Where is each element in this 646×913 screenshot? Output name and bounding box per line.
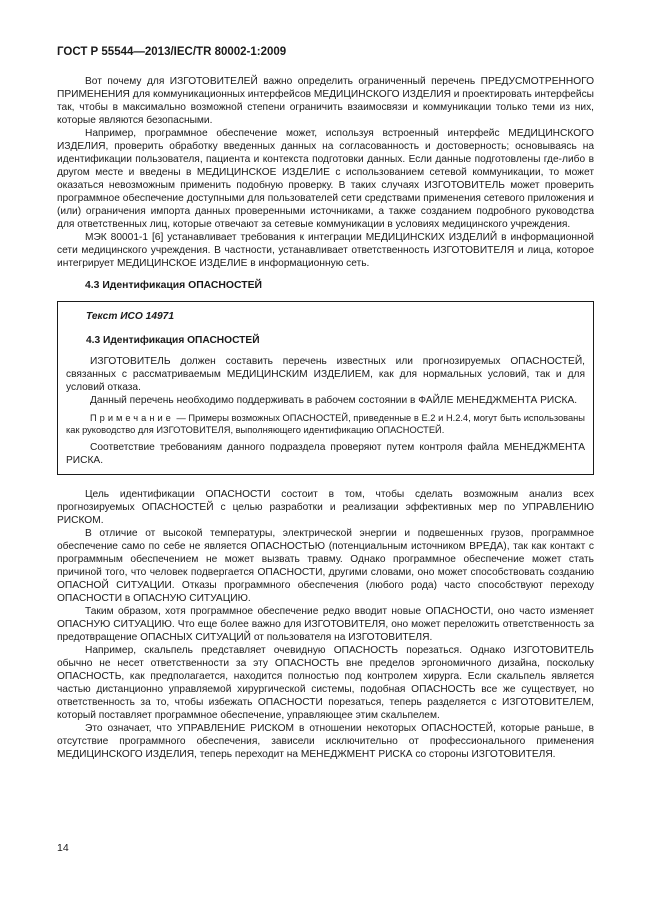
paragraph: В отличие от высокой температуры, электрической энергии и подвешенных грузов, программное обеспечение само по себе не является ОПАСНОСТЬЮ (потенциальным источником ВРЕДА), так как контакт с программным обеспечением не может вызвать травму. Однако программное обеспечение может стать причиной того, что человек подвергается ОПАСНОСТИ, другими словами, оно может способствовать созданию ОПАСНОЙ СИТУАЦИИ. Отказы программного обеспечения (любого рода) часто способствуют переходу ОПАСНОСТИ в ОПАСНУЮ СИТУАЦИЮ. <box>57 528 594 604</box>
note-label: Примечание <box>90 413 174 423</box>
note-text: — Примеры возможных ОПАСНОСТЕЙ, приведенные в Е.2 и Н.2.4, могут быть использованы как руководство для ИЗГОТОВИТЕЛЯ, выполняющего идентификацию ОПАСНОСТЕЙ. <box>66 413 585 435</box>
paragraph: Таким образом, хотя программное обеспечение редко вводит новые ОПАСНОСТИ, оно часто изменяет ОПАСНУЮ СИТУАЦИЮ. Что еще более важно для ИЗГОТОВИТЕЛЯ, оно может переложить ответственность за предотвращение ОПАСНЫХ СИТУАЦИЙ от пользователя на ИЗГОТОВИТЕЛЯ. <box>57 606 594 643</box>
box-paragraph: ИЗГОТОВИТЕЛЬ должен составить перечень известных или прогнозируемых ОПАСНОСТЕЙ, связанных с рассматриваемым МЕДИЦИНСКИМ ИЗДЕЛИЕМ, как для нормальных условий, так и для условий отказа. <box>66 356 585 393</box>
page-content <box>57 75 594 761</box>
paragraph: Например, скальпель представляет очевидную ОПАСНОСТЬ порезаться. Однако ИЗГОТОВИТЕЛЬ обычно не несет ответственности за эту ОПАСНОСТЬ вне пределов эргономичного дизайна, поскольку ОПАСНОСТЬ, как предполагается, находится полностью под контролем хирурга. Если скальпель является частью дистанционно управляемой хирургической системы, подобная ОПАСНОСТЬ все же существует, но ответственность за то, чтобы избежать ОПАСНОСТИ порезаться, теперь разделяется с ИЗГОТОВИТЕЛЕМ, который поставляет программное обеспечение, управляющее этим скальпелем. <box>57 645 594 721</box>
box-title: Текст ИСО 14971 <box>86 311 174 322</box>
box-paragraph: Данный перечень необходимо поддерживать в рабочем состоянии в ФАЙЛЕ МЕНЕДЖМЕНТА РИСКА. <box>90 395 578 406</box>
paragraph: Это означает, что УПРАВЛЕНИЕ РИСКОМ в отношении некоторых ОПАСНОСТЕЙ, которые раньше, в отсутствие программного обеспечения, зависели исключительно от профессионального применения МЕДИЦИНСКОГО ИЗДЕЛИЯ, теперь переходит на МЕНЕДЖМЕНТ РИСКА со стороны ИЗГОТОВИТЕЛЯ. <box>57 723 594 760</box>
quoted-standard-box <box>57 301 594 475</box>
paragraph: МЭК 80001-1 [6] устанавливает требования к интеграции МЕДИЦИНСКИХ ИЗДЕЛИЙ в информационной сети медицинского учреждения. В частности, устанавливает ответственность ИЗГОТОВИТЕЛЯ и лица, которое интегрирует МЕДИЦИНСКОЕ ИЗДЕЛИЕ в информационную сеть. <box>57 232 594 269</box>
box-paragraph: Соответствие требованиям данного подраздела проверяют путем контроля файла МЕНЕДЖМЕНТА РИСКА. <box>66 442 585 466</box>
paragraph: Вот почему для ИЗГОТОВИТЕЛЕЙ важно определить ограниченный перечень ПРЕДУСМОТРЕННОГО ПРИМЕНЕНИЯ для коммуникационных интерфейсов МЕДИЦИНСКОГО ИЗДЕЛИЯ и проектировать интерфейсы так, чтобы в максимально возможной степени ограничить взаимосвязи и коммуникации только теми из них, которые являются безопасными. <box>57 76 594 126</box>
page-number: 14 <box>57 842 69 854</box>
section-title: 4.3 Идентификация ОПАСНОСТЕЙ <box>85 280 262 291</box>
paragraph: Например, программное обеспечение может, используя встроенный интерфейс МЕДИЦИНСКОГО ИЗДЕЛИЯ, проверить обработку введенных данных на согласованность и достоверность; основываясь на идентификации пользователя, пациента и контекста подготовки данных. Если данные подготовлены где-либо в другом месте и введены в МЕДИЦИНСКОЕ ИЗДЕЛИЕ с использованием сетевой коммуникации, то может оказаться невозможным применить подобную проверку. В таких случаях ИЗГОТОВИТЕЛЬ может проверить программное обеспечение доступными для пользователей сети средствами применения сетевого приложения и (или) ограничения импорта данных проверенными источниками, а также созданием подробного руководства для ответственных лиц, которые отвечают за сетевые коммуникации в условиях медицинского учреждения. <box>57 128 594 230</box>
box-section-title: 4.3 Идентификация ОПАСНОСТЕЙ <box>86 335 260 346</box>
box-note <box>66 412 585 436</box>
paragraph: Цель идентификации ОПАСНОСТИ состоит в том, чтобы сделать возможным анализ всех прогнозируемых ОПАСНОСТЕЙ с целью разработки и реализации эффективных мер по УПРАВЛЕНИЮ РИСКОМ. <box>57 489 594 526</box>
document-header: ГОСТ Р 55544—2013/IEC/TR 80002-1:2009 <box>57 46 287 58</box>
